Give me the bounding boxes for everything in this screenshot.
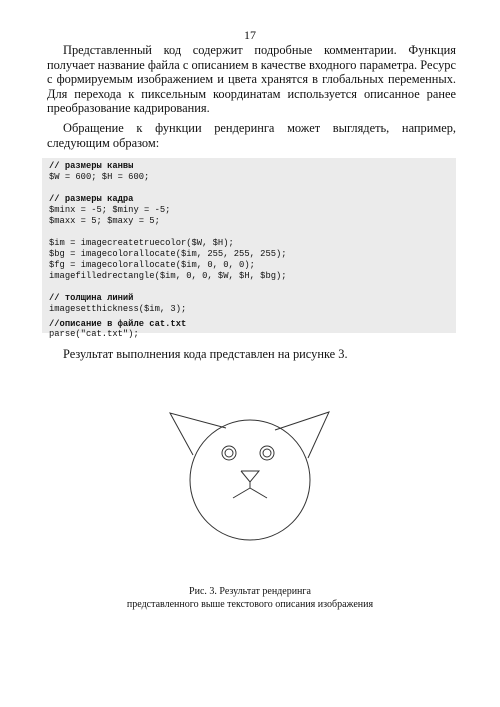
code-line: parse("cat.txt"); (49, 329, 139, 339)
figure-caption-line2: представленного выше текстового описания изображения (126, 599, 374, 610)
paragraph-intro: Представленный код содержит подробные комментарии. Функция получает название файла с описанием в качестве входного параметра. Ресурс с формируемым изображением и цвета хранятся в глобальных переменных. Для перехода к пиксельным координатам используется описанное ранее преобразование кадрирования. (47, 43, 456, 116)
cat-nose (241, 471, 259, 482)
code-comment: // толщина линий (49, 293, 134, 303)
code-line: $fg = imagecolorallocate($im, 0, 0, 0); (49, 260, 255, 270)
paragraph-result: Результат выполнения кода представлен на рисунке 3. (63, 347, 348, 361)
code-line: $maxx = 5; $maxy = 5; (49, 216, 160, 226)
paragraph-call: Обращение к функции рендеринга может выглядеть, например, следующим образом: (47, 121, 456, 150)
code-block (42, 158, 456, 339)
cat-head (190, 420, 310, 540)
cat-drawing-figure (160, 398, 340, 548)
code-line: $im = imagecreatetruecolor($W, $H); (49, 238, 234, 248)
code-line: $minx = -5; $miny = -5; (49, 205, 171, 215)
cat-right-ear (275, 412, 329, 458)
cat-mouth-right (250, 488, 267, 498)
page-number: 17 (244, 28, 256, 42)
code-line: imagesetthickness($im, 3); (49, 304, 187, 314)
cat-right-eye (260, 446, 274, 460)
figure-caption-line1: Рис. 3. Результат рендеринга (189, 586, 311, 597)
code-comment: // размеры канвы (49, 161, 134, 171)
cat-left-ear (170, 413, 226, 455)
code-comment: // размеры кадра (49, 194, 134, 204)
code-line: $bg = imagecolorallocate($im, 255, 255, 255); (49, 249, 287, 259)
cat-mouth-left (233, 488, 250, 498)
code-comment: //описание в файле cat.txt (49, 319, 187, 329)
code-line: $W = 600; $H = 600; (49, 172, 150, 182)
cat-left-eye (222, 446, 236, 460)
code-line: imagefilledrectangle($im, 0, 0, $W, $H, $bg); (49, 271, 287, 281)
